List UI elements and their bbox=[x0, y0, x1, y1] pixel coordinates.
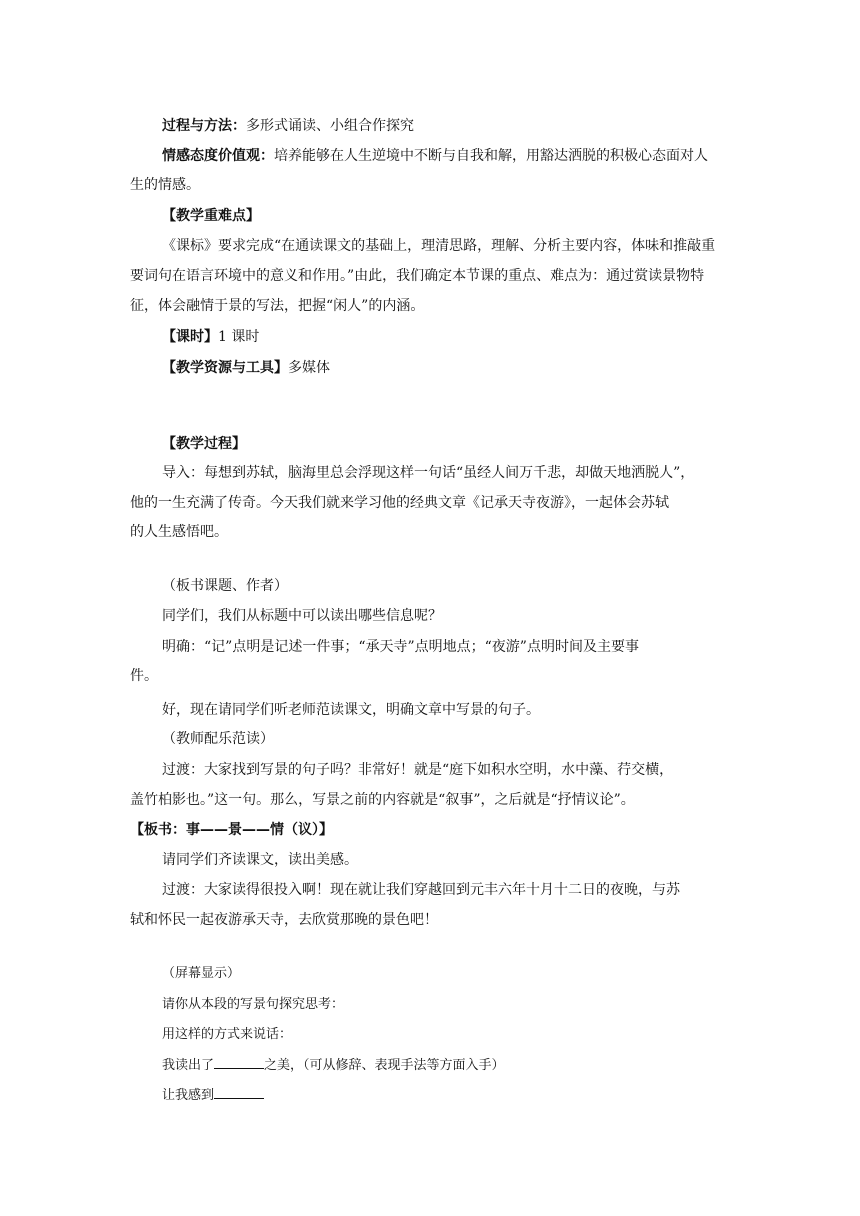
process-heading-text: 【教学过程】 bbox=[162, 436, 246, 452]
hours-line bbox=[162, 327, 259, 347]
transition-1-line-1: 过渡：大家找到写景的句子吗？非常好！就是“庭下如积水空明，水中藻、荇交横， bbox=[162, 762, 674, 778]
way-line: 用这样的方式来说话： bbox=[162, 1027, 293, 1042]
question-line: 同学们，我们从标题中可以读出哪些信息呢？ bbox=[162, 608, 442, 624]
intro-line-3: 的人生感悟吧。 bbox=[130, 524, 228, 540]
feel-prefix: 让我感到 bbox=[162, 1088, 215, 1103]
emotion-line-1 bbox=[162, 146, 708, 166]
method-line bbox=[162, 116, 414, 136]
intro-line-2: 他的一生充满了传奇。今天我们就来学习他的经典文章《记承天寺夜游》，一起体会苏轼 bbox=[130, 495, 669, 511]
fill-blank-2 bbox=[214, 1086, 264, 1099]
transition-2-line-2: 轼和怀民一起夜游承天寺，去欣赏那晚的景色吧！ bbox=[130, 912, 438, 928]
fill-blank-1 bbox=[214, 1056, 264, 1069]
read-out-prefix: 我读出了 bbox=[162, 1058, 215, 1073]
intro-line-1: 导入：每想到苏轼，脑海里总会浮现这样一句话“虽经人间万千悲，却做天地洒脱人”， bbox=[162, 465, 695, 481]
emotion-text-1: 培养能够在人生逆境中不断与自我和解，用豁达洒脱的积极心态面对人 bbox=[274, 148, 708, 164]
screen-display-line: （屏幕显示） bbox=[162, 966, 241, 981]
board-title: （板书课题、作者） bbox=[162, 578, 288, 594]
resources-line bbox=[162, 358, 330, 378]
method-text: 多形式诵读、小组合作探究 bbox=[246, 118, 414, 134]
emotion-label: 情感态度价值观： bbox=[162, 148, 274, 164]
transition-2-line-1: 过渡：大家读得很投入啊！现在就让我们穿越回到元丰六年十月十二日的夜晚，与苏 bbox=[162, 882, 680, 898]
resources-label: 【教学资源与工具】 bbox=[162, 360, 288, 376]
key-points-line-2: 要词句在语言环境中的意义和作用。”由此，我们确定本节课的重点、难点为：通过赏读景物特 bbox=[130, 268, 705, 284]
hours-text: 1 课时 bbox=[218, 329, 260, 345]
read-out-line bbox=[162, 1056, 505, 1076]
resources-text: 多媒体 bbox=[288, 360, 330, 376]
clarify-line-1: 明确：“记”点明是记述一件事；“承天寺”点明地点；“夜游”点明时间及主要事 bbox=[162, 639, 639, 655]
key-points-line-3: 征，体会融情于景的写法，把握“闲人”的内涵。 bbox=[130, 298, 425, 314]
transition-1-line-2: 盖竹柏影也。”这一句。那么，写景之前的内容就是“叙事”，之后就是“抒情议论”。 bbox=[130, 792, 635, 808]
key-points-line-1: 《课标》要求完成“在通读课文的基础上，理清思路，理解、分析主要内容，体味和推敲重 bbox=[162, 238, 716, 254]
hours-label: 【课时】 bbox=[162, 329, 218, 345]
teacher-read-line: （教师配乐范读） bbox=[162, 731, 274, 747]
method-label: 过程与方法： bbox=[162, 118, 246, 134]
explore-line: 请你从本段的写景句探究思考： bbox=[162, 997, 345, 1012]
feel-line bbox=[162, 1086, 264, 1106]
board-structure-text: 【板书：事——景——情（议）】 bbox=[130, 822, 333, 838]
emotion-line-2: 生的情感。 bbox=[130, 177, 200, 193]
process-heading bbox=[162, 434, 246, 454]
listen-line: 好，现在请同学们听老师范读课文，明确文章中写景的句子。 bbox=[162, 702, 540, 718]
key-points-heading bbox=[162, 206, 260, 226]
board-structure bbox=[130, 820, 333, 840]
key-points-heading-text: 【教学重难点】 bbox=[162, 208, 260, 224]
clarify-line-2: 件。 bbox=[130, 668, 158, 684]
read-all-line: 请同学们齐读课文，读出美感。 bbox=[162, 852, 358, 868]
read-out-suffix: 之美，（可从修辞、表现手法等方面入手） bbox=[264, 1058, 505, 1073]
